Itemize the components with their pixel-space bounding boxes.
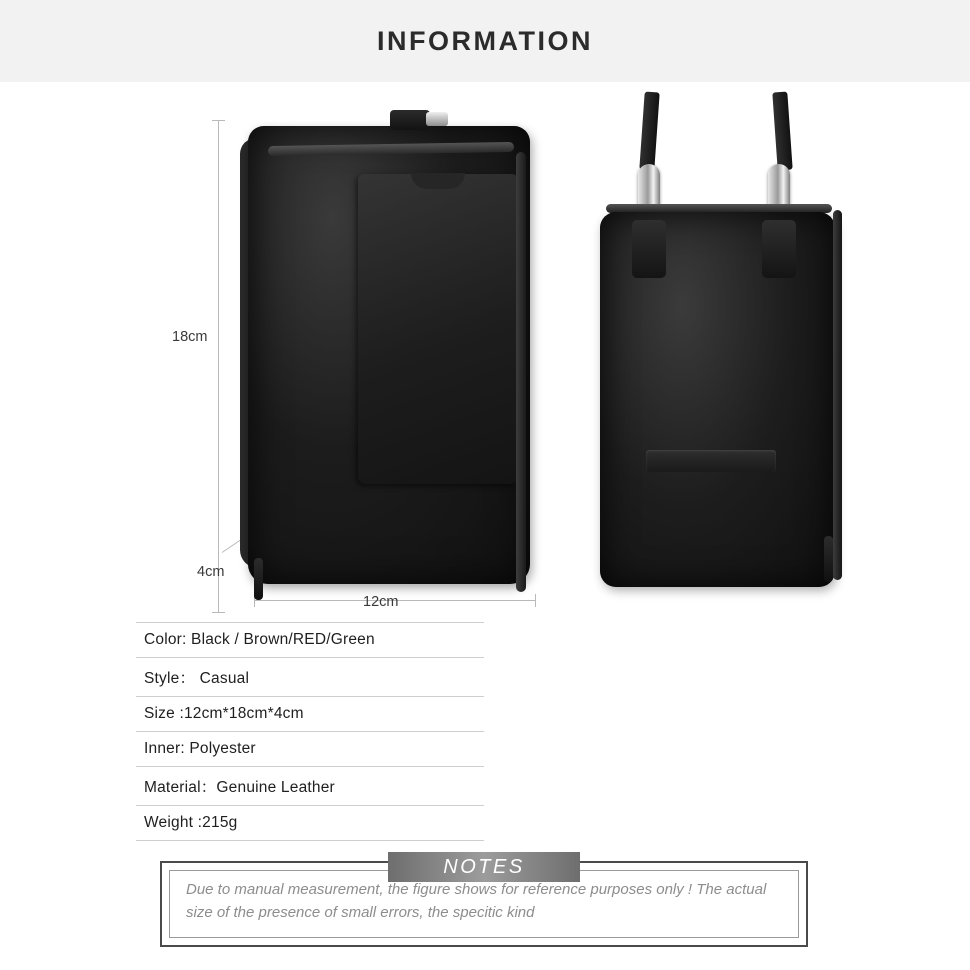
bag-back-zipper-tassel bbox=[824, 536, 833, 582]
height-guide-line bbox=[218, 120, 219, 612]
shoulder-strap-right bbox=[772, 92, 792, 171]
spec-row-material: Material：Genuine Leather bbox=[136, 767, 484, 806]
product-front-view bbox=[240, 104, 530, 584]
bag-zipper-pull bbox=[390, 104, 448, 138]
spec-row-size: Size :12cm*18cm*4cm bbox=[136, 697, 484, 732]
product-back-view bbox=[590, 92, 850, 592]
notes-badge-label: NOTES bbox=[443, 855, 525, 878]
bag-back-side-zipper bbox=[833, 210, 842, 580]
specification-list bbox=[136, 622, 484, 841]
zipper-pull-metal-icon bbox=[426, 112, 448, 126]
bag-top-zipper bbox=[268, 142, 514, 156]
width-dimension-label: 12cm bbox=[363, 594, 399, 610]
strap-attachment-loop-right bbox=[762, 220, 796, 278]
bag-side-zipper bbox=[516, 152, 526, 592]
height-guide-tick-top bbox=[212, 120, 225, 121]
height-guide-tick-bottom bbox=[212, 612, 225, 613]
spec-row-color: Color: Black / Brown/RED/Green bbox=[136, 622, 484, 658]
bag-front-body bbox=[248, 126, 530, 584]
bag-front-pocket bbox=[358, 174, 518, 484]
page-header bbox=[0, 0, 970, 82]
height-dimension-label: 18cm bbox=[172, 329, 208, 345]
page-title: INFORMATION bbox=[377, 25, 593, 56]
spec-row-inner: Inner: Polyester bbox=[136, 732, 484, 767]
depth-dimension-label: 4cm bbox=[197, 564, 225, 580]
strap-attachment-loop-left bbox=[632, 220, 666, 278]
notes-section bbox=[160, 852, 810, 950]
spec-row-style: Style： Casual bbox=[136, 658, 484, 697]
bag-embossed-logo bbox=[646, 450, 776, 472]
shoulder-strap-left bbox=[639, 92, 659, 171]
spec-row-weight: Weight :215g bbox=[136, 806, 484, 841]
notes-badge bbox=[388, 852, 580, 882]
width-guide-tick-right bbox=[535, 594, 536, 607]
bag-zipper-tassel bbox=[254, 558, 263, 600]
product-image-area bbox=[0, 82, 970, 612]
zipper-pull-leather-tab bbox=[390, 110, 430, 130]
notes-body-text: Due to manual measurement, the figure shows for reference purposes only ! The actual size of the presence of small errors, the specitic kind bbox=[186, 881, 767, 921]
